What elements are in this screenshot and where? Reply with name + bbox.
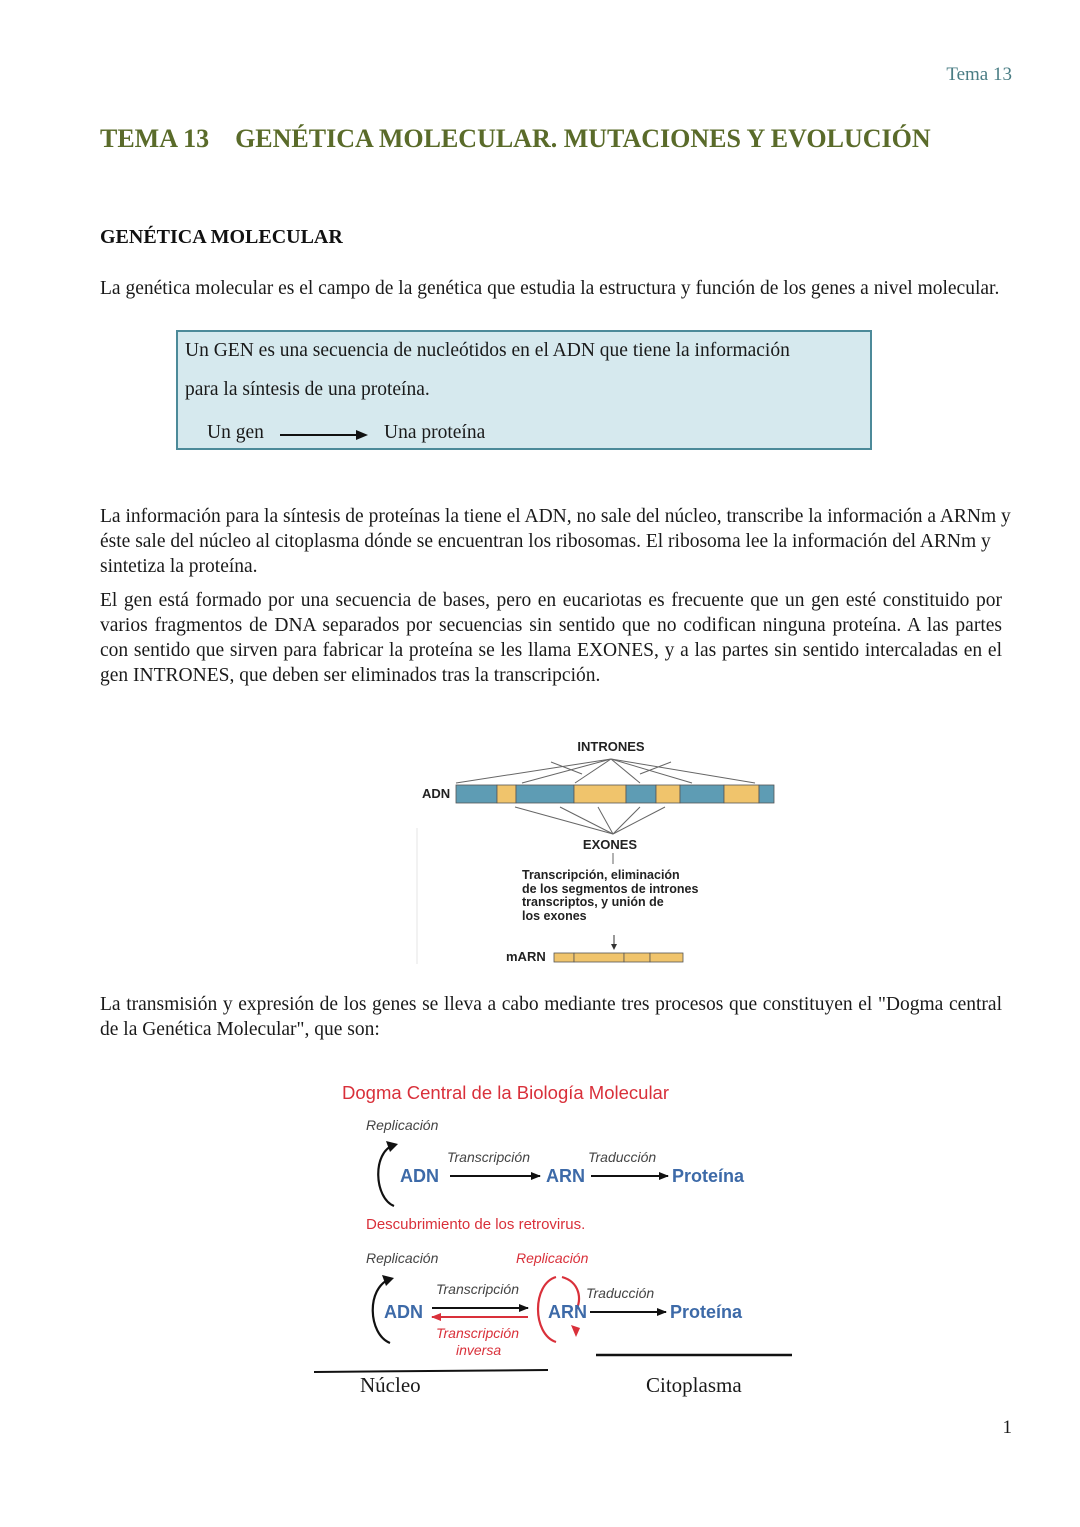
exon-segment <box>574 785 626 803</box>
introns-label: INTRONES <box>577 739 645 754</box>
definition-to: Una proteína <box>384 422 486 443</box>
bottom-translation-label: Traducción <box>586 1285 655 1301</box>
protein-synthesis-paragraph: La información para la síntesis de proteínas la tiene el ADN, no sale del núcleo, transcribe la información a ARNm y éste sale del núcleo al citoplasma dónde se encuentran los ribosomas. El ribosoma lee la información del ARNm y sintetiza la proteína. <box>100 506 1011 577</box>
exons-introns-paragraph: El gen está formado por una secuencia de bases, pero en eucariotas es frecuente que un gen esté constituido por varios fragmentos de DNA separados por secuencias sin sentido que no codifican ninguna proteína. A las partes con sentido que sirven para fabricar la proteína se les llama EXONES, y a las partes sin sentido intercaladas en el gen INTRONES, que deben ser eliminados tras la transcripción. <box>100 590 1002 686</box>
caption-line-4: los exones <box>522 909 587 923</box>
reverse-transcription-line-2: inversa <box>456 1342 502 1358</box>
exon-pointer-lines <box>515 807 665 864</box>
gene-definition-box <box>176 330 872 450</box>
intron-segment <box>516 785 574 803</box>
intron-pointer-lines <box>456 759 755 783</box>
mrna-exon-segment <box>554 953 574 962</box>
top-rna: ARN <box>546 1166 585 1186</box>
bottom-dna: ADN <box>384 1302 423 1322</box>
page-title <box>100 124 931 154</box>
exon-segment <box>497 785 516 803</box>
intro-paragraph: La genética molecular es el campo de la genética que estudia la estructura y función de los genes a nivel molecular. <box>100 278 1000 299</box>
exon-segment <box>724 785 759 803</box>
exons-label: EXONES <box>582 837 638 852</box>
caption-line-2: de los segmentos de intrones <box>522 882 699 896</box>
caption-line-1: Transcripción, eliminación <box>522 868 680 882</box>
dna-label: ADN <box>422 786 451 801</box>
mrna-label: mARN <box>506 949 546 964</box>
mrna-bar <box>554 953 683 962</box>
bottom-dna-replication-label: Replicación <box>366 1250 439 1266</box>
definition-line-1: Un GEN es una secuencia de nucleótidos en el ADN que tiene la información <box>185 340 790 361</box>
intron-segment <box>759 785 774 803</box>
mrna-exon-segment <box>624 953 650 962</box>
splicing-caption <box>522 868 698 923</box>
dna-segment-bar <box>456 785 774 803</box>
header-topic-label: Tema 13 <box>946 64 1012 85</box>
mrna-exon-segment <box>650 953 683 962</box>
cytoplasm-label: Citoplasma <box>646 1373 742 1397</box>
gene-to-protein-arrow-icon <box>278 428 370 442</box>
top-protein: Proteína <box>672 1166 745 1186</box>
nucleus-underline <box>314 1370 548 1372</box>
dogma-intro-paragraph: La transmisión y expresión de los genes se lleva a cabo mediante tres procesos que constituyen el "Dogma central de la Genética Molecular", que son: <box>100 994 1002 1040</box>
retrovirus-discovery: Descubrimiento de los retrovirus. <box>366 1216 586 1233</box>
bottom-protein: Proteína <box>670 1302 743 1322</box>
splicing-diagram <box>410 732 790 972</box>
mrna-exon-segment <box>574 953 624 962</box>
definition-from: Un gen <box>207 422 264 443</box>
dogma-title: Dogma Central de la Biología Molecular <box>342 1082 670 1103</box>
title-number: TEMA 13 <box>100 124 210 153</box>
caption-line-3: transcriptos, y unión de <box>522 895 664 909</box>
section-heading: GENÉTICA MOLECULAR <box>100 226 343 248</box>
top-dna: ADN <box>400 1166 439 1186</box>
title-text: GENÉTICA MOLECULAR. MUTACIONES Y EVOLUCIÓN <box>235 124 931 153</box>
nucleus-label: Núcleo <box>360 1373 421 1397</box>
bottom-rna-replication-label: Replicación <box>516 1250 589 1266</box>
intron-segment <box>456 785 497 803</box>
splicing-arrowhead-icon <box>611 944 617 950</box>
bottom-transcription-label: Transcripción <box>436 1281 519 1297</box>
intron-segment <box>626 785 656 803</box>
top-transcription-label: Transcripción <box>447 1149 530 1165</box>
definition-line-2: para la síntesis de una proteína. <box>185 379 430 400</box>
central-dogma-diagram <box>300 1072 810 1412</box>
bottom-rna: ARN <box>548 1302 587 1322</box>
intron-segment <box>680 785 724 803</box>
top-replication-label: Replicación <box>366 1117 439 1133</box>
top-translation-label: Traducción <box>588 1149 657 1165</box>
exon-segment <box>656 785 680 803</box>
page-number: 1 <box>1002 1417 1012 1438</box>
reverse-transcription-line-1: Transcripción <box>436 1325 519 1341</box>
top-replication-loop-icon <box>378 1145 394 1206</box>
